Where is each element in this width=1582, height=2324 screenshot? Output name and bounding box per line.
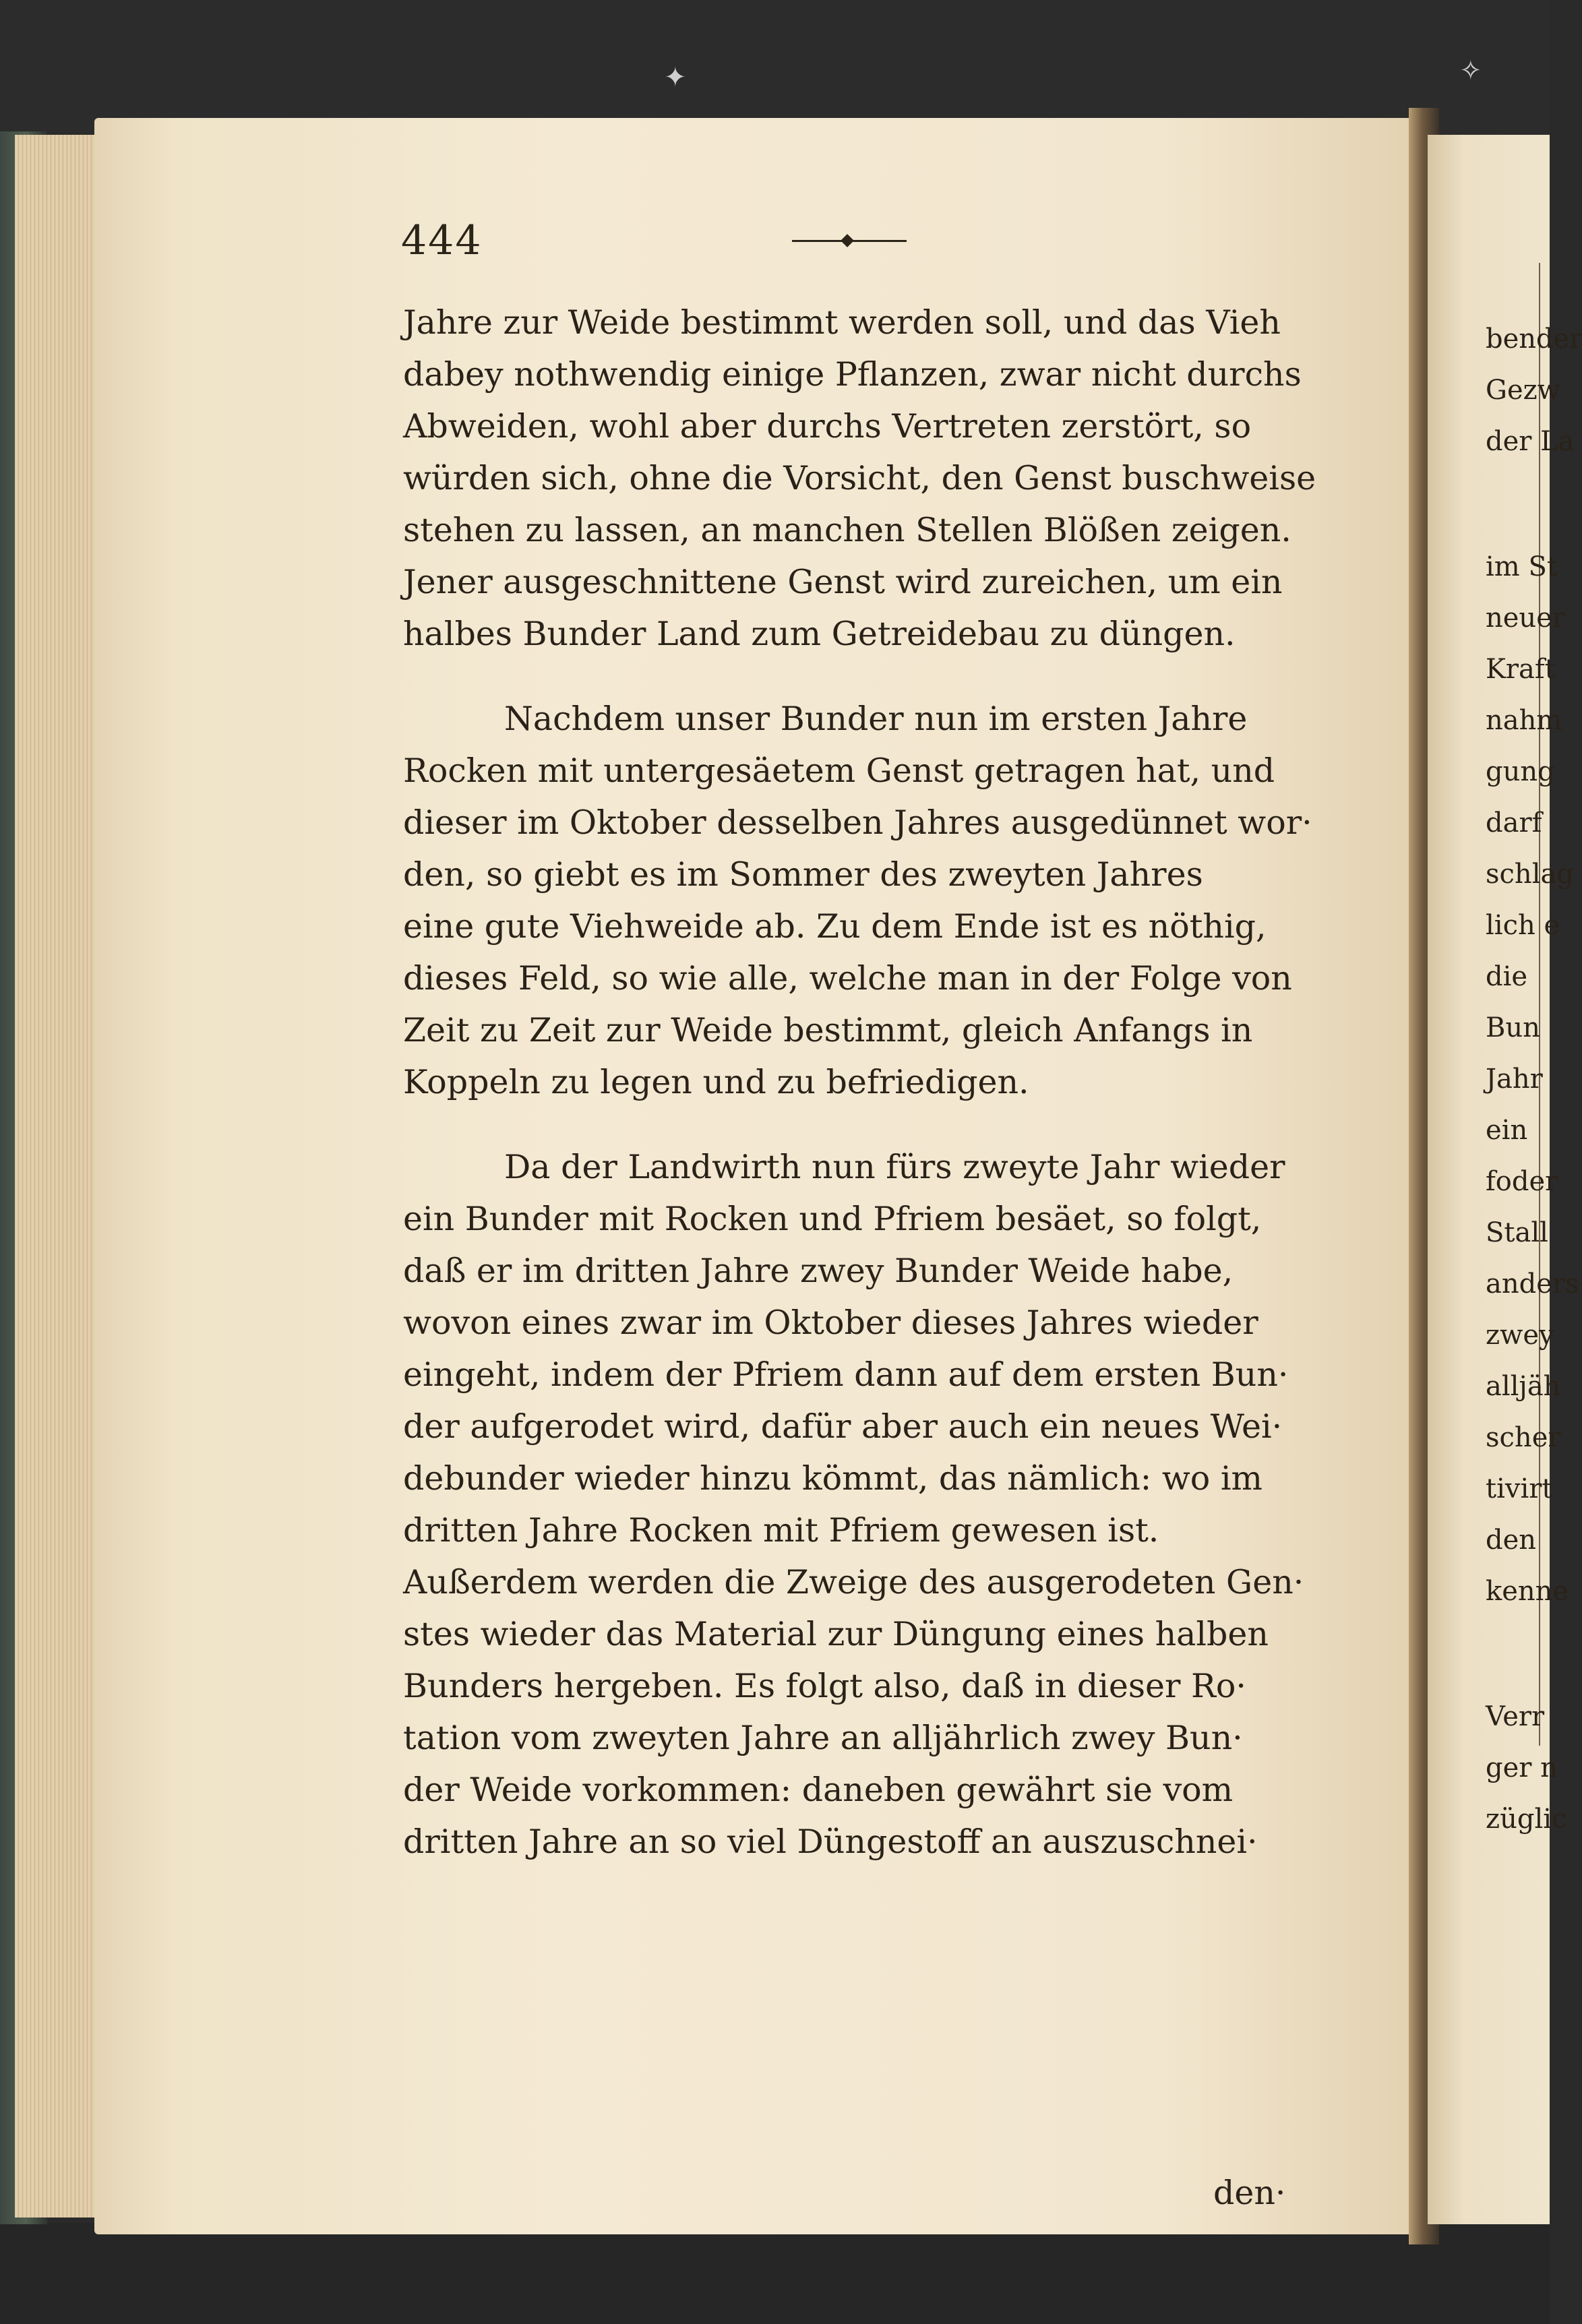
text-line: stes wieder das Material zur Düngung eines halben <box>403 1615 1269 1653</box>
text-line: daß er im dritten Jahre zwey Bunder Weide habe, <box>403 1252 1234 1290</box>
text-line: dieses Feld, so wie alle, welche man in der Folge von <box>403 959 1292 998</box>
text-line: den, so giebt es im Sommer des zweyten Jahres <box>403 855 1203 894</box>
right-page-fragment: ein <box>1486 1115 1528 1146</box>
text-line: Außerdem werden die Zweige des ausgerodeten Gen· <box>403 1563 1304 1601</box>
right-page-fragment: foder <box>1486 1166 1558 1197</box>
fragment-gap <box>1486 467 1548 541</box>
right-page-fragment: züglic <box>1486 1804 1567 1835</box>
catchword: den· <box>1213 2174 1286 2212</box>
right-page-fragment: darf <box>1486 807 1542 838</box>
text-line: stehen zu lassen, an manchen Stellen Blößen zeigen. <box>403 511 1291 549</box>
paragraph <box>403 297 1316 660</box>
text-line: dritten Jahre Rocken mit Pfriem gewesen ist. <box>403 1511 1159 1550</box>
text-line: Abweiden, wohl aber durchs Vertreten zerstört, so <box>403 407 1252 446</box>
text-line: wovon eines zwar im Oktober dieses Jahres wieder <box>403 1304 1258 1342</box>
right-page-fragment: Kraft <box>1486 654 1556 685</box>
right-page-text-fragments <box>1486 313 1582 1845</box>
right-page-fragment: tivirt <box>1486 1473 1553 1504</box>
right-page-fragment: Gezw <box>1486 375 1560 406</box>
text-line: würden sich, ohne die Vorsicht, den Genst buschweise <box>403 459 1316 497</box>
paragraph <box>403 1141 1306 1868</box>
right-page-fragment: der La <box>1486 426 1575 457</box>
page-header <box>401 217 913 271</box>
right-page-fragment: scher <box>1486 1422 1561 1453</box>
body-text <box>403 297 1316 1901</box>
header-ornament-icon <box>841 234 854 247</box>
text-line: Jahre zur Weide bestimmt werden soll, und das Vieh <box>403 303 1281 342</box>
right-page-fragment: neuer <box>1486 603 1565 634</box>
page-number: 444 <box>401 217 483 264</box>
text-line: Koppeln zu legen und zu befriedigen. <box>403 1063 1029 1101</box>
text-line: der Weide vorkommen: daneben gewährt sie vom <box>403 1771 1234 1809</box>
right-page-fragment: kenne <box>1486 1576 1569 1607</box>
text-line: debunder wieder hinzu kömmt, das nämlich: wo im <box>403 1459 1263 1498</box>
text-line: eine gute Viehweide ab. Zu dem Ende ist es nöthig, <box>403 907 1267 946</box>
right-page-fragment: Jahr <box>1486 1064 1543 1095</box>
text-line: Zeit zu Zeit zur Weide bestimmt, gleich Anfangs in <box>403 1011 1253 1049</box>
right-page-fragment: bender <box>1486 324 1582 355</box>
text-line: dieser im Oktober desselben Jahres ausgedünnet wor· <box>403 803 1312 842</box>
text-line: Jener ausgeschnittene Genst wird zureichen, um ein <box>403 563 1283 601</box>
scan-mark-icon: ✧ <box>1459 55 1482 86</box>
right-page-fragment: Bun <box>1486 1012 1540 1043</box>
text-line: dritten Jahre an so viel Düngestoff an auszuschnei· <box>403 1823 1258 1861</box>
right-page-fragment: ger n <box>1486 1752 1558 1783</box>
right-page-fragment: den <box>1486 1525 1537 1556</box>
text-line: Da der Landwirth nun fürs zweyte Jahr wieder <box>504 1148 1285 1186</box>
text-line: halbes Bunder Land zum Getreidebau zu düngen. <box>403 615 1236 653</box>
text-line: ein Bunder mit Rocken und Pfriem besäet, so folgt, <box>403 1200 1262 1238</box>
right-page-fragment: nahm <box>1486 705 1562 736</box>
text-line: tation vom zweyten Jahre an alljährlich zwey Bun· <box>403 1719 1243 1757</box>
right-page-fragment: Verr <box>1486 1701 1545 1732</box>
right-page-fragment: im St <box>1486 551 1558 582</box>
background-bottom <box>0 2223 1550 2324</box>
right-page-fragment: anders <box>1486 1268 1579 1299</box>
text-line: Bunders hergeben. Es folgt also, daß in dieser Ro· <box>403 1667 1247 1705</box>
text-line: eingeht, indem der Pfriem dann auf dem ersten Bun· <box>403 1355 1289 1394</box>
text-line: Rocken mit untergesäetem Genst getragen hat, und <box>403 752 1275 790</box>
right-page-fragment: alljäh <box>1486 1371 1561 1402</box>
right-page-fragment: lich e <box>1486 910 1560 941</box>
text-line: der aufgerodet wird, dafür aber auch ein neues Wei· <box>403 1407 1283 1446</box>
right-page-fragment: gung <box>1486 756 1555 787</box>
right-page-fragment: schlag <box>1486 859 1574 890</box>
text-line: Nachdem unser Bunder nun im ersten Jahre <box>504 700 1248 738</box>
right-page-fragment: die <box>1486 961 1528 992</box>
fragment-gap <box>1486 1617 1548 1691</box>
text-line: dabey nothwendig einige Pflanzen, zwar nicht durchs <box>403 355 1302 394</box>
right-page-fragment: Stall <box>1486 1217 1548 1248</box>
scan-mark-icon: ✦ <box>664 62 687 93</box>
right-page-fragment: zwey <box>1486 1320 1554 1351</box>
paragraph <box>403 693 1312 1108</box>
